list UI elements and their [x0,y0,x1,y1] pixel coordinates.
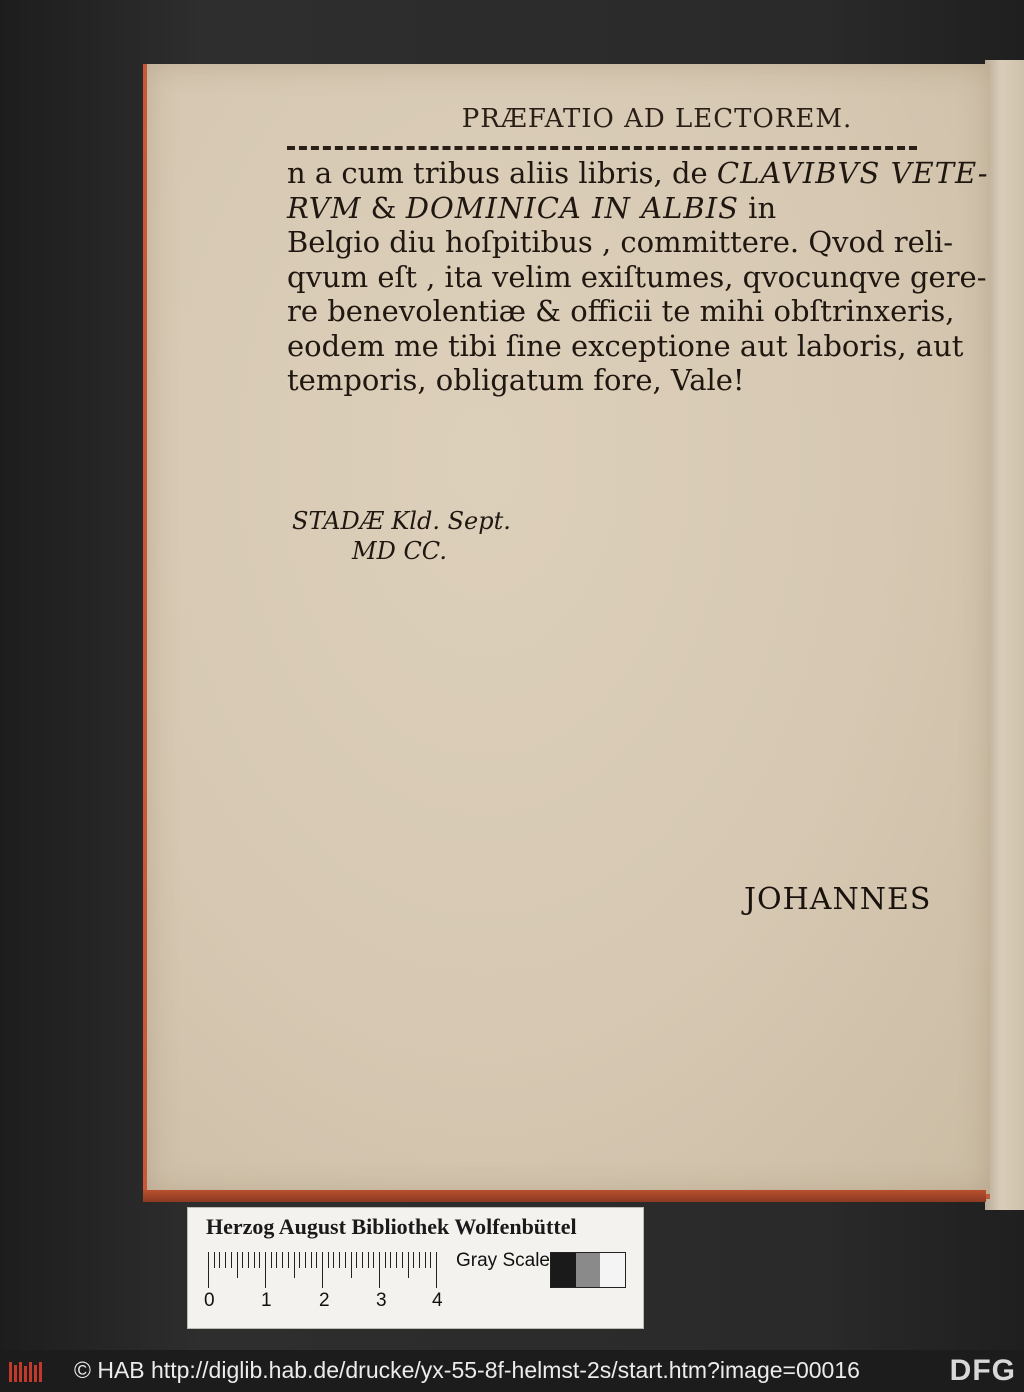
ruler-tick [299,1252,300,1268]
ruler-tick [322,1252,323,1288]
ruler-tick [208,1252,209,1288]
ruler-tick [254,1252,255,1268]
viewer-footer [0,1350,1024,1392]
header-rule [287,146,917,150]
text-line-1: n a cum tribus aliis libris, de CLAVIBVS VETE- [287,156,989,190]
dateline [292,506,511,566]
copyright-url[interactable]: © HAB http://diglib.hab.de/drucke/yx-55-8f-helmst-2s/start.htm?image=00016 [74,1357,860,1383]
gray-scale-label: Gray Scale [456,1250,550,1271]
ruler-number: 0 [204,1290,215,1311]
ruler-tick [259,1252,260,1268]
ruler-tick [294,1252,295,1278]
ruler-tick [265,1252,266,1288]
ruler-tick [231,1252,232,1268]
ruler-tick [368,1252,369,1268]
text-line-3: Belgio diu hoſpitibus , committere. Qvod reli- [287,225,954,259]
ruler-tick [214,1252,215,1268]
ruler-tick [276,1252,277,1268]
ruler-number: 1 [261,1290,272,1311]
card-title: Herzog August Bibliothek Wolfenbüttel [206,1214,577,1239]
ruler-tick [402,1252,403,1268]
book-page [143,64,990,1199]
dateline-place: STADÆ Kld. Sept. [292,507,511,535]
text-line-7: temporis, obligatum fore, Vale! [287,363,745,397]
running-header: PRÆFATIO AD LECTOREM. [461,104,853,134]
ruler-tick [419,1252,420,1268]
ruler-tick [316,1252,317,1268]
body-text [287,156,989,398]
ruler-tick [408,1252,409,1278]
ruler [208,1252,438,1292]
dfg-logo: DFG [949,1354,1016,1387]
ruler-tick [430,1252,431,1268]
ruler-tick [379,1252,380,1288]
text-line-5: re benevolentiæ & officii te mihi obſtrinxeris, [287,294,955,328]
swatch-dark [551,1253,576,1287]
ruler-tick [282,1252,283,1268]
text-line-4: qvum eſt , ita velim exiſtumes, qvocunqve gere- [287,259,987,294]
ruler-tick [333,1252,334,1268]
gray-scale-swatches [550,1252,626,1288]
ruler-tick [373,1252,374,1268]
ruler-tick [242,1252,243,1268]
dateline-year: MD CC. [352,537,447,565]
ruler-number: 2 [319,1290,330,1311]
swatch-mid [576,1253,601,1287]
ruler-tick [390,1252,391,1268]
ruler-tick [339,1252,340,1268]
ruler-tick [305,1252,306,1268]
ruler-tick [436,1252,437,1288]
text-line-6: eodem me tibi ſine exceptione aut laboris, aut [287,328,964,363]
hab-logo-icon [8,1360,46,1384]
ruler-tick [396,1252,397,1268]
ruler-tick [311,1252,312,1268]
ruler-tick [356,1252,357,1268]
ruler-tick [413,1252,414,1268]
ruler-number: 3 [376,1290,387,1311]
ruler-tick [288,1252,289,1268]
ruler-tick [425,1252,426,1268]
ruler-tick [237,1252,238,1278]
ruler-tick [351,1252,352,1278]
ruler-tick [219,1252,220,1268]
ruler-tick [345,1252,346,1268]
ruler-tick [271,1252,272,1268]
ruler-tick [385,1252,386,1268]
ruler-number: 4 [432,1290,443,1311]
color-calibration-card [187,1207,644,1329]
text-line-2: RVM & DOMINICA IN ALBIS in [287,190,777,225]
ruler-tick [248,1252,249,1268]
adjacent-page-edge [985,60,1024,1210]
swatch-light [600,1253,625,1287]
page-bottom-edge [143,1190,986,1202]
ruler-tick [328,1252,329,1268]
signature-catchword: JOHANNES [744,882,932,917]
ruler-tick [362,1252,363,1268]
ruler-tick [225,1252,226,1268]
